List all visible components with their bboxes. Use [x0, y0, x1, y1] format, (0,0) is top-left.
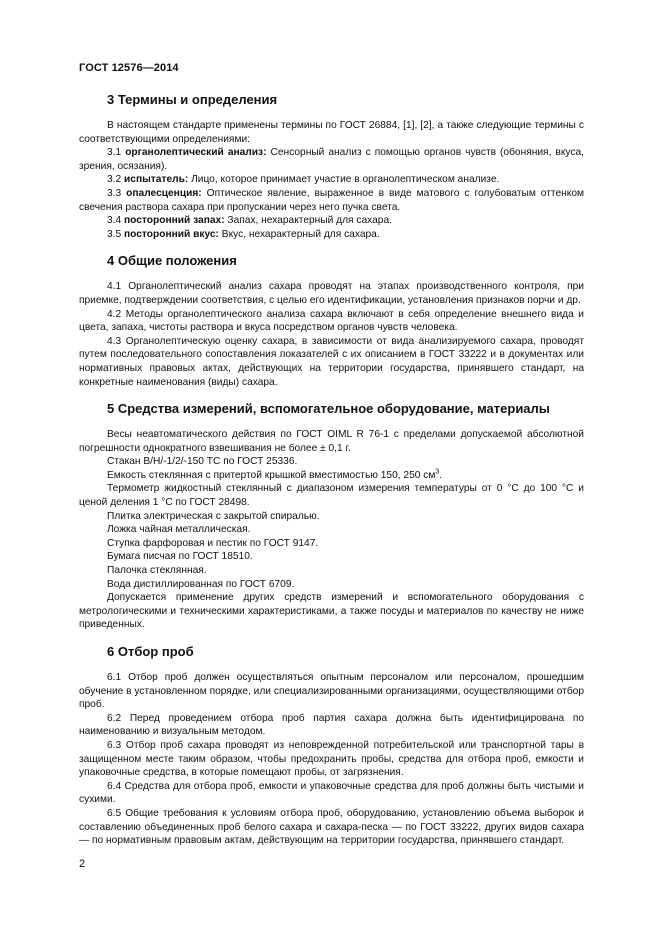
term-3-3	[79, 187, 584, 214]
equipment-item: Палочка стеклянная.	[107, 565, 207, 577]
equipment-text-end: .	[439, 469, 443, 481]
paragraph-4-3: 4.3 Органолептическую оценку сахара, в зависимости от вида анализируемого сахара, проводят путем последовательного сопоставления показателей с их описанием в ГОСТ 33222 и в документах или нормативных правовых актах, действующих на территории государства, принявшего стандарт, на конкретные наименования (виды) сахара.	[79, 335, 584, 388]
equipment-item	[79, 469, 584, 483]
paragraph-4-2: 4.2 Методы органолептического анализа сахара включают в себя определение внешнего вида и цвета, запаха, чистоты раствора и вкуса посредством органов чувств человека.	[79, 308, 584, 334]
section-4-title: 4 Общие положения	[107, 253, 237, 269]
paragraph-6-1: 6.1 Отбор проб должен осуществляться опытным персоналом или персоналом, прошедшим обучение в установленном порядке, или специализированными организациями, осуществляющими отбор проб.	[79, 672, 584, 711]
section-3	[79, 92, 584, 241]
section-3-intro: В настоящем стандарте применены термины по ГОСТ 26884, [1], [2], а также следующие термины с соответствующими определениями:	[79, 120, 584, 145]
equipment-item: Ступка фарфоровая и пестик по ГОСТ 9147.	[107, 537, 319, 549]
term-definition: Вкус, нехарактерный для сахара.	[218, 228, 380, 240]
term-name: опалесценция:	[126, 187, 202, 199]
equipment-text: Емкость стеклянная с притертой крышкой вместимостью 150, 250 см	[107, 469, 436, 481]
term-name: посторонний вкус:	[124, 228, 219, 240]
term-number: 3.3	[107, 187, 122, 199]
term-definition: Запах, нехарактерный для сахара.	[224, 215, 392, 227]
term-definition: Лицо, которое принимает участие в органолептическом анализе.	[188, 174, 500, 186]
term-3-4	[79, 214, 584, 228]
equipment-item: Ложка чайная металлическая.	[107, 524, 251, 536]
superscript: 3	[435, 468, 440, 476]
equipment-item: Стакан В/Н/-1/2/-150 ТС по ГОСТ 25336.	[107, 456, 298, 468]
equipment-note: Допускается применение других средств измерений и вспомогательного оборудования с метрологическими и техническими характеристиками, а также посуды и материалов по качеству не ниже приведенных.	[79, 592, 584, 631]
page-number: 2	[79, 858, 86, 870]
section-5-title: 5 Средства измерений, вспомогательное оборудование, материалы	[107, 401, 550, 417]
document-body	[79, 92, 584, 860]
section-6-title: 6 Отбор проб	[107, 644, 194, 659]
term-3-5	[79, 228, 584, 242]
equipment-item: Бумага писчая по ГОСТ 18510.	[107, 551, 253, 563]
section-4	[79, 253, 584, 389]
equipment-item: Вода дистиллированная по ГОСТ 6709.	[107, 578, 295, 590]
term-definition: Оптическое явление, выраженное в виде матового с голубоватым оттенком свечения раствора сахара при пропускании через него пучка света.	[79, 187, 584, 213]
term-3-1	[79, 146, 584, 173]
paragraph-6-3: 6.3 Отбор проб сахара проводят из неповрежденной потребительской или транспортной тары в защищенном месте таким образом, чтобы предохранить пробы, средства для отбора проб, емкости и упаковочные средства, в которые помещают пробы, от загрязнения.	[79, 739, 584, 779]
term-name: органолептический анализ:	[125, 147, 267, 159]
paragraph-4-1: 4.1 Органолептический анализ сахара проводят на этапах производственного контроля, при приемке, подтверждении соответствия, с целью его идентификации, установления признаков порчи и др.	[79, 281, 584, 306]
document-header: ГОСТ 12576—2014	[79, 62, 179, 74]
term-definition: Сенсорный анализ с помощью органов чувств (обоняния, вкуса, зрения, осязания).	[79, 147, 584, 172]
term-name: испытатель:	[124, 174, 189, 186]
term-number: 3.2	[107, 174, 122, 186]
term-name: посторонний запах:	[124, 215, 225, 227]
section-6	[79, 644, 584, 848]
equipment-item: Плитка электрическая с закрытой спиралью.	[107, 510, 320, 522]
term-number: 3.5	[107, 228, 122, 240]
section-3-title: 3 Термины и определения	[107, 92, 278, 107]
term-3-2	[79, 173, 584, 187]
paragraph-6-2: 6.2 Перед проведением отбора проб партия сахара должна быть идентифицирована по наименованию и визуальным методом.	[79, 712, 584, 738]
equipment-item: Термометр жидкостный стеклянный с диапазоном измерения температуры от 0 °С до 100 °С и ценой деления 1 °С по ГОСТ 28498.	[79, 483, 584, 509]
paragraph-6-4: 6.4 Средства для отбора проб, емкости и упаковочные средства для проб должны быть чистыми и сухими.	[79, 780, 584, 806]
equipment-item: Весы неавтоматического действия по ГОСТ OIML R 76-1 с пределами допускаемой абсолютной погрешности однократного взвешивания не более ± 0,1 г.	[79, 429, 584, 454]
term-number: 3.1	[107, 147, 122, 159]
section-5	[79, 401, 584, 632]
term-number: 3.4	[107, 215, 122, 227]
paragraph-6-5: 6.5 Общие требования к условиям отбора проб, оборудованию, установлению объема выборок и составлению объединенных проб белого сахара и сахара-песка — по ГОСТ 33222, других видов сахара — по нормативным правовым актам, действующим на территории государства, принявшего стандарт.	[79, 807, 584, 847]
